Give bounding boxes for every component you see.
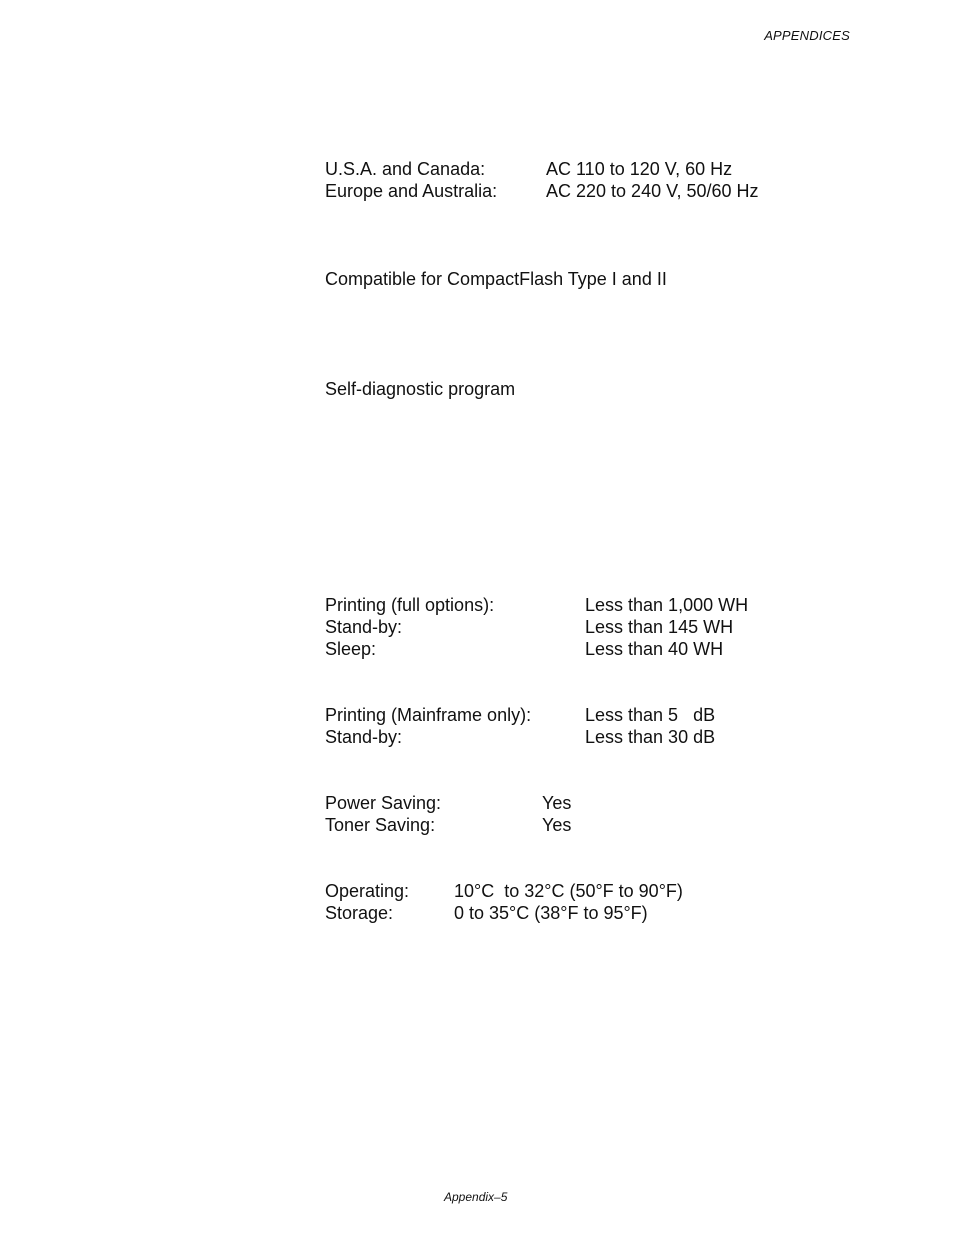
temperature-value: 10°C to 32°C (50°F to 90°F) bbox=[454, 881, 683, 901]
power-consumption-row bbox=[325, 616, 734, 638]
noise-section bbox=[325, 704, 716, 748]
temperature-label: Operating: bbox=[325, 881, 410, 901]
noise-value: Less than 5 dB bbox=[585, 705, 716, 725]
power-consumption-value: Less than 145 WH bbox=[585, 617, 734, 637]
card-slot-text: Compatible for CompactFlash Type I and II bbox=[325, 269, 667, 289]
temperature-section bbox=[325, 880, 683, 924]
power-supply-label: Europe and Australia: bbox=[325, 181, 498, 201]
ecology-section bbox=[325, 792, 572, 836]
power-supply-value: AC 110 to 120 V, 60 Hz bbox=[546, 159, 733, 179]
running-header: APPENDICES bbox=[764, 28, 850, 43]
power-consumption-label: Sleep: bbox=[325, 639, 377, 659]
power-consumption-section bbox=[325, 594, 749, 660]
noise-label: Stand-by: bbox=[325, 727, 403, 747]
power-consumption-label: Stand-by: bbox=[325, 617, 403, 637]
power-consumption-row bbox=[325, 594, 749, 616]
page-number: Appendix–5 bbox=[444, 1190, 508, 1204]
diagnostics-text: Self-diagnostic program bbox=[325, 379, 516, 399]
noise-row bbox=[325, 704, 716, 726]
power-consumption-label: Printing (full options): bbox=[325, 595, 495, 615]
noise-row bbox=[325, 726, 716, 748]
noise-label: Printing (Mainframe only): bbox=[325, 705, 532, 725]
power-consumption-value: Less than 1,000 WH bbox=[585, 595, 749, 615]
temperature-label: Storage: bbox=[325, 903, 394, 923]
temperature-row bbox=[325, 880, 683, 902]
noise-value: Less than 30 dB bbox=[585, 727, 716, 747]
ecology-label: Power Saving: bbox=[325, 793, 442, 813]
ecology-value: Yes bbox=[542, 815, 572, 835]
temperature-value: 0 to 35°C (38°F to 95°F) bbox=[454, 903, 648, 923]
temperature-row bbox=[325, 902, 648, 924]
power-supply-row-usa bbox=[325, 158, 733, 180]
power-supply-section bbox=[325, 158, 759, 202]
ecology-value: Yes bbox=[542, 793, 572, 813]
power-consumption-value: Less than 40 WH bbox=[585, 639, 724, 659]
power-supply-label: U.S.A. and Canada: bbox=[325, 159, 486, 179]
ecology-label: Toner Saving: bbox=[325, 815, 436, 835]
power-consumption-row bbox=[325, 638, 724, 660]
power-supply-value: AC 220 to 240 V, 50/60 Hz bbox=[546, 181, 759, 201]
ecology-row bbox=[325, 792, 572, 814]
ecology-row bbox=[325, 814, 572, 836]
power-supply-row-europe bbox=[325, 180, 759, 202]
